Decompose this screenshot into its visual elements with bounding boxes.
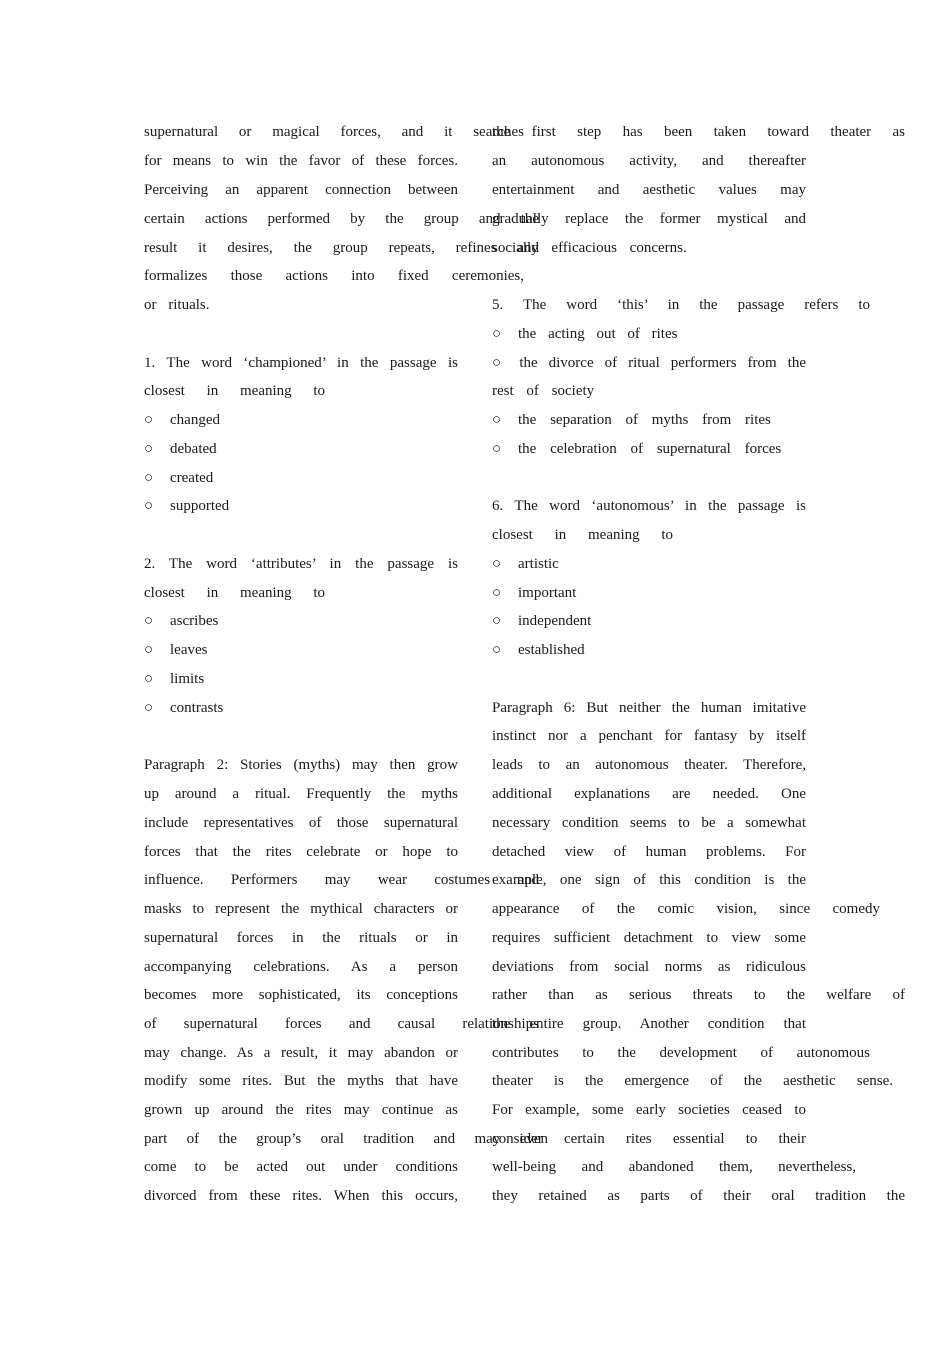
answer-option[interactable] [144,406,220,435]
answer-option[interactable] [492,406,771,435]
radio-bullet-icon: ○ [492,441,502,457]
question-stem: 2. The word ‘attributes’ in the passage is [144,556,458,572]
question-stem: closest in meaning to [144,383,326,399]
option-label: limits [170,671,205,687]
radio-bullet-icon: ○ [492,355,509,371]
text-line: formalizes those actions into fixed ceremonies, [144,268,524,284]
text-line: contributes to the development of autonomous [492,1045,870,1061]
option-label: supported [170,498,230,514]
radio-bullet-icon: ○ [492,613,502,629]
radio-bullet-icon: ○ [144,441,154,457]
text-line: instinct nor a penchant for fantasy by itself [492,728,806,744]
answer-option[interactable] [492,579,576,608]
answer-option[interactable] [144,492,229,521]
option-label: changed [170,412,220,428]
text-line: of supernatural forces and causal relationships [144,1016,539,1032]
text-line: supernatural forces in the rituals or in [144,930,458,946]
radio-bullet-icon: ○ [144,671,154,687]
answer-option[interactable] [492,349,806,378]
text-line: appearance of the comic vision, since comedy [492,901,880,917]
radio-bullet-icon: ○ [144,412,154,428]
text-line: the first step has been taken toward theater as [492,124,905,140]
text-line: divorced from these rites. When this occurs, [144,1188,458,1204]
option-label: independent [518,613,592,629]
text-line: Paragraph 2: Stories (myths) may then grow [144,757,458,773]
answer-option[interactable] [144,665,204,694]
question-stem: 5. The word ‘this’ in the passage refers to [492,297,870,313]
text-line: detached view of human problems. For [492,844,806,860]
option-label: the divorce of ritual performers from the [519,355,807,371]
option-label: the acting out of rites [518,326,678,342]
answer-option[interactable] [144,694,223,723]
answer-option[interactable] [492,320,677,349]
answer-option[interactable] [144,636,207,665]
answer-option[interactable] [144,464,213,493]
radio-bullet-icon: ○ [144,470,154,486]
text-line: accompanying celebrations. As a person [144,959,458,975]
option-label: artistic [518,556,559,572]
option-label: established [518,642,585,658]
radio-bullet-icon: ○ [144,613,154,629]
radio-bullet-icon: ○ [144,700,154,716]
answer-option[interactable] [144,435,217,464]
text-line: forces that the rites celebrate or hope to [144,844,458,860]
answer-option[interactable] [492,607,591,636]
text-line: grown up around the rites may continue as [144,1102,458,1118]
text-line: influence. Performers may wear costumes and [144,872,539,888]
radio-bullet-icon: ○ [492,585,502,601]
text-line: part of the group’s oral tradition and may even [144,1131,548,1147]
text-line: theater is the emergence of the aesthetic sense. [492,1073,893,1089]
text-line: certain actions performed by the group and the [144,211,539,227]
text-line: masks to represent the mythical characters or [144,901,458,917]
text-line: socially efficacious concerns. [492,240,687,256]
text-line: gradually replace the former mystical and [492,211,806,227]
text-line: include representatives of those supernatural [144,815,458,831]
radio-bullet-icon: ○ [492,642,502,658]
text-line: come to be acted out under conditions [144,1159,458,1175]
question-stem: closest in meaning to [492,527,674,543]
option-label: contrasts [170,700,224,716]
text-line: rather than as serious threats to the welfare of [492,987,905,1003]
text-line: requires sufficient detachment to view some [492,930,806,946]
text-line: consider certain rites essential to their [492,1131,806,1147]
text-line: or rituals. [144,297,210,313]
question-stem: 1. The word ‘championed’ in the passage is [144,355,458,371]
text-line: example, one sign of this condition is the [492,872,806,888]
radio-bullet-icon: ○ [492,326,502,342]
option-label: leaves [170,642,208,658]
text-line: modify some rites. But the myths that have [144,1073,458,1089]
text-line: For example, some early societies ceased to [492,1102,806,1118]
text-line: may change. As a result, it may abandon or [144,1045,458,1061]
option-label-continued: rest of society [492,383,595,399]
text-line: deviations from social norms as ridiculous [492,959,806,975]
text-line: becomes more sophisticated, its conceptions [144,987,458,1003]
text-line: entertainment and aesthetic values may [492,182,806,198]
radio-bullet-icon: ○ [492,556,502,572]
text-line: for means to win the favor of these forces. [144,153,458,169]
text-line: they retained as parts of their oral tradition the [492,1188,905,1204]
text-line: Perceiving an apparent connection between [144,182,458,198]
text-line: additional explanations are needed. One [492,786,806,802]
radio-bullet-icon: ○ [144,498,154,514]
text-line: Paragraph 6: But neither the human imitative [492,700,806,716]
option-label: debated [170,441,217,457]
text-line: an autonomous activity, and thereafter [492,153,806,169]
option-label: the separation of myths from rites [518,412,771,428]
text-line: result it desires, the group repeats, refines and [144,240,539,256]
radio-bullet-icon: ○ [492,412,502,428]
answer-option[interactable] [492,435,781,464]
option-label: important [518,585,577,601]
answer-option[interactable] [492,550,559,579]
option-label: created [170,470,214,486]
radio-bullet-icon: ○ [144,642,154,658]
text-line: leads to an autonomous theater. Therefore, [492,757,806,773]
question-stem: 6. The word ‘autonomous’ in the passage is [492,498,806,514]
text-line: supernatural or magical forces, and it searches [144,124,524,140]
text-line: well-being and abandoned them, nevertheless, [492,1159,856,1175]
answer-option[interactable] [492,636,585,665]
option-label: the celebration of supernatural forces [518,441,782,457]
text-line: necessary condition seems to be a somewhat [492,815,806,831]
question-stem: closest in meaning to [144,585,326,601]
option-label: ascribes [170,613,219,629]
text-line: up around a ritual. Frequently the myths [144,786,458,802]
answer-option[interactable] [144,607,218,636]
text-line: the entire group. Another condition that [492,1016,806,1032]
